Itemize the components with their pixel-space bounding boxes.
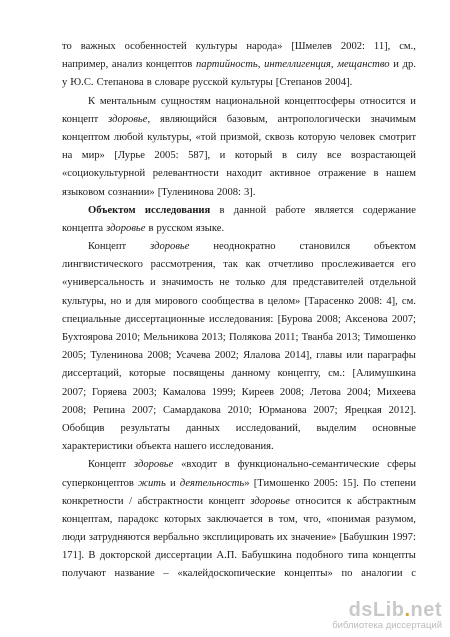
word: становился	[299, 241, 351, 253]
word: Бухтоярова	[62, 332, 113, 343]
word: значение»	[290, 532, 337, 544]
word: докторской	[99, 550, 151, 562]
word: нашего	[174, 441, 207, 453]
word: в	[146, 77, 152, 89]
word: название	[114, 568, 155, 580]
word: Киреев	[241, 386, 275, 398]
text-line	[62, 456, 416, 474]
text-line	[62, 565, 416, 583]
word: ментальным	[99, 95, 157, 107]
word: 2008;	[279, 386, 305, 398]
word: здоровье	[250, 495, 290, 507]
word: характеристики	[62, 441, 133, 453]
word: концепты	[372, 550, 416, 562]
word: 2007;	[62, 386, 87, 398]
word: Полякова	[228, 332, 272, 343]
word: здоровье	[150, 241, 190, 253]
word: к	[346, 495, 352, 507]
word: Аксенова	[345, 313, 388, 325]
watermark-logo-suffix: net	[410, 599, 442, 621]
word: К	[88, 95, 96, 107]
word: А.П.	[216, 550, 238, 562]
word: особенностей	[124, 41, 187, 52]
word: Степанова	[96, 77, 144, 89]
word: суперконцептов	[62, 477, 134, 489]
word: 2011;	[274, 332, 299, 343]
word: исследований,	[235, 422, 301, 434]
word: здоровье	[106, 222, 146, 234]
word: объектом	[374, 241, 416, 253]
word: основные	[372, 422, 416, 434]
word: аналогии	[361, 568, 403, 580]
word: /	[129, 495, 133, 507]
word: 2012].	[388, 404, 416, 416]
word: на	[62, 150, 73, 162]
word: языковом	[62, 186, 105, 198]
word: его	[401, 259, 416, 271]
word: вербально	[153, 532, 200, 544]
word: и	[410, 95, 416, 107]
word: призмой,	[220, 131, 262, 143]
word: любой	[113, 131, 144, 143]
word: прослеживается	[321, 259, 395, 271]
text-line	[62, 329, 416, 347]
word: силу	[296, 150, 318, 162]
word: для	[271, 277, 287, 289]
word: главы	[316, 350, 343, 362]
word: выделим	[316, 422, 357, 434]
word: антропологически	[277, 113, 361, 125]
word: как	[245, 259, 261, 271]
text-line	[62, 365, 416, 383]
word: мещанство	[337, 59, 390, 71]
word: 2003;	[132, 386, 157, 398]
word: 2008:	[358, 295, 383, 307]
word: 2008;	[147, 350, 172, 362]
watermark-logo	[332, 600, 442, 620]
text-line	[62, 238, 416, 256]
word: что,	[303, 513, 321, 525]
word: здоровье,	[108, 113, 151, 125]
word: 2002;	[214, 350, 239, 362]
word: нашем	[386, 168, 416, 180]
word: является	[314, 204, 354, 216]
word: По	[363, 477, 377, 489]
word: Михеева	[376, 386, 416, 398]
word: концепту,	[277, 368, 321, 380]
word: концепта	[62, 222, 104, 234]
word: исследования:	[209, 313, 274, 325]
word: 2007;	[313, 404, 338, 416]
word: Туленинова	[90, 350, 143, 362]
word: получают	[62, 568, 106, 580]
word: у	[62, 77, 68, 89]
watermark-logo-prefix: dsLib	[348, 599, 405, 621]
text-line	[62, 147, 416, 165]
word: 15].	[342, 477, 359, 489]
text-line	[62, 184, 416, 202]
word: 2010;	[116, 332, 141, 343]
word: посвящены	[173, 368, 225, 380]
word: и	[169, 477, 176, 489]
word: абстрактным	[357, 495, 416, 507]
word: для	[135, 295, 151, 307]
word: концептосферы	[284, 95, 356, 107]
word: степени	[380, 477, 416, 489]
text-line	[62, 347, 416, 365]
text-line	[62, 493, 416, 511]
word: которые	[128, 368, 166, 380]
word: В	[88, 550, 96, 562]
word: жить	[138, 477, 166, 489]
text-line	[62, 56, 416, 74]
word: отчетливо	[268, 259, 314, 271]
word: в	[258, 295, 264, 307]
text-line	[62, 38, 416, 56]
word: «понимая	[326, 513, 371, 525]
text-line	[62, 420, 416, 438]
word: 1999;	[211, 386, 236, 398]
word: неоднократно	[213, 241, 276, 253]
word: русском	[156, 222, 193, 234]
text-line	[62, 293, 416, 311]
word: 3].	[244, 186, 256, 198]
word: в	[373, 168, 379, 180]
word: см.:	[328, 368, 346, 380]
word: и	[219, 150, 226, 162]
word: [Бурова	[277, 313, 313, 325]
word: парадокс	[117, 513, 159, 525]
word: являющийся	[159, 113, 217, 125]
word: народа»	[246, 41, 283, 52]
text-line	[62, 529, 416, 547]
word: 2010;	[227, 404, 252, 416]
dslib-watermark	[332, 600, 442, 631]
word: культуры,	[147, 131, 192, 143]
word: специальные	[62, 313, 121, 325]
word: Горяева	[91, 386, 127, 398]
word: объекта	[135, 441, 172, 453]
word: эксплицировать	[202, 532, 274, 544]
word: [Тарасенко	[304, 295, 354, 307]
word: работе	[275, 204, 306, 216]
word: или	[346, 350, 363, 362]
word: разумом,	[375, 513, 416, 525]
word: так	[223, 259, 238, 271]
word: исследования	[144, 204, 211, 216]
word: национальной	[215, 95, 280, 107]
word: Концепт	[88, 459, 127, 471]
word: в	[224, 459, 230, 471]
watermark-logo-dot: .	[404, 599, 411, 621]
word: Летова	[309, 386, 342, 398]
word: рассмотрения,	[150, 259, 216, 271]
text-line	[62, 274, 416, 292]
word: относится	[295, 495, 342, 507]
word: русской	[192, 77, 229, 89]
word: базовым,	[226, 113, 268, 125]
word: с	[411, 568, 416, 580]
word: концепт	[62, 113, 99, 125]
word: возрастающей	[350, 150, 416, 162]
word: только	[235, 277, 266, 289]
word: например,	[62, 59, 109, 71]
word: отражение	[318, 168, 366, 180]
word: данных	[185, 422, 220, 434]
word: значимость	[161, 277, 214, 289]
word: 2007;	[391, 313, 416, 325]
word: «социокультурной	[62, 168, 146, 180]
word: культуры,	[62, 295, 107, 307]
word: по	[341, 568, 353, 580]
word: 2008;	[62, 404, 87, 416]
word: мир»	[81, 150, 105, 162]
word: человек	[339, 131, 376, 143]
word: заключается	[206, 513, 263, 525]
watermark-subtitle: библиотека диссертаций	[332, 620, 442, 631]
word: «универсальность	[62, 277, 145, 289]
word: типа	[347, 550, 369, 562]
word: Усачева	[175, 350, 211, 362]
word: подобного	[296, 550, 344, 562]
text-line	[62, 111, 416, 129]
word: 2013;	[336, 332, 361, 343]
word: в	[281, 150, 287, 162]
text-line	[62, 311, 416, 329]
word: лингвистического	[62, 259, 143, 271]
text-line	[62, 547, 416, 565]
word: находит	[226, 168, 263, 180]
word: концептам,	[62, 513, 113, 525]
word: 2004;	[346, 386, 371, 398]
word: концептов	[145, 59, 193, 71]
word: том,	[278, 513, 298, 525]
text-line	[62, 165, 416, 183]
word: который	[234, 150, 273, 162]
word: культуры	[231, 77, 273, 89]
word: не	[219, 277, 230, 289]
word: см.,	[399, 41, 416, 52]
word: в	[268, 513, 274, 525]
word: релевантности	[152, 168, 219, 180]
word: конкретности	[62, 495, 124, 507]
text-line	[62, 384, 416, 402]
word: данной	[233, 204, 267, 216]
word: то	[62, 41, 72, 52]
word: «той	[195, 131, 217, 143]
word: 2005:	[154, 150, 179, 162]
word: деятельность»	[179, 477, 250, 489]
word: 2008:	[216, 186, 241, 198]
word: интеллигенция,	[264, 59, 334, 71]
word: 4],	[386, 295, 398, 307]
word: 171].	[62, 550, 85, 562]
word: Тванба	[301, 332, 333, 343]
word: диссертаций,	[62, 368, 122, 380]
word: концепты»	[284, 568, 333, 580]
word: активное	[269, 168, 311, 180]
word: [Алимушкина	[352, 368, 416, 380]
word: их	[276, 532, 288, 544]
word: 587],	[188, 150, 211, 162]
text-line	[62, 402, 416, 420]
word: и	[150, 277, 156, 289]
page-body-text	[62, 38, 416, 584]
word: анализ	[111, 59, 143, 71]
text-line	[62, 256, 416, 274]
word: концептом	[62, 131, 110, 143]
word: партийность,	[196, 59, 261, 71]
word: [Степанов	[275, 77, 322, 89]
text-line	[62, 220, 416, 238]
word: 2013;	[201, 332, 226, 343]
word: сущностям	[160, 95, 211, 107]
word: которую	[297, 131, 336, 143]
word: «входит	[181, 459, 217, 471]
word: относится	[359, 95, 406, 107]
word: диссертации	[155, 550, 213, 562]
word: Ялалова	[243, 350, 281, 362]
word: 2002:	[340, 41, 365, 52]
word: Мельникова	[143, 332, 199, 343]
word: [Шмелев	[291, 41, 332, 52]
word: Ю.С.	[70, 77, 94, 89]
word: [Тимошенко	[253, 477, 310, 489]
word: сообщества	[201, 295, 255, 307]
word: данному	[231, 368, 271, 380]
word: Юрманова	[258, 404, 307, 416]
word: люди	[62, 532, 86, 544]
word: Ярецкая	[344, 404, 382, 416]
word: культуры	[195, 41, 238, 52]
word: мирового	[154, 295, 198, 307]
word: представителей	[292, 277, 364, 289]
word: смотрит	[379, 131, 416, 143]
word: результаты	[120, 422, 171, 434]
word: в	[148, 222, 154, 234]
text-line	[62, 129, 416, 147]
text-line	[62, 202, 416, 220]
word: [Бабушкин	[339, 532, 389, 544]
word: 1997:	[391, 532, 416, 544]
word: Бабушкина	[241, 550, 292, 562]
word: Объектом	[88, 204, 136, 216]
text-line	[62, 475, 416, 493]
word: но	[110, 295, 122, 307]
word: концепт	[208, 495, 245, 507]
word: исследования.	[209, 441, 274, 453]
word: др.	[402, 59, 416, 71]
word: в	[219, 204, 225, 216]
word: функционально-семантические	[237, 459, 380, 471]
word: –	[163, 568, 169, 580]
word: Концепт	[88, 241, 127, 253]
word: все	[326, 150, 342, 162]
word: 2004].	[324, 77, 353, 89]
word: затрудняются	[88, 532, 150, 544]
word: словаре	[154, 77, 190, 89]
word: сферы	[387, 459, 416, 471]
word: [Лурье	[114, 150, 145, 162]
word: «калейдоскопические	[177, 568, 276, 580]
word: которых	[164, 513, 202, 525]
word: параграфы	[367, 350, 416, 362]
text-line	[62, 93, 416, 111]
word: Обобщив	[62, 422, 105, 434]
word: целом»	[267, 295, 301, 307]
text-line	[62, 438, 416, 456]
word: важных	[80, 41, 116, 52]
word: сознании»	[107, 186, 155, 198]
word: Камалова	[162, 386, 206, 398]
word: [Туленинова	[157, 186, 214, 198]
word: см.	[401, 295, 416, 307]
word: Тимошенко	[363, 332, 416, 343]
word: Репина	[93, 404, 126, 416]
text-line	[62, 74, 416, 92]
text-line	[62, 511, 416, 529]
word: содержание	[362, 204, 416, 216]
word: сквозь	[265, 131, 295, 143]
word: диссертационные	[125, 313, 205, 325]
word: и	[125, 295, 132, 307]
word: и	[393, 59, 399, 71]
word: отдельной	[369, 277, 416, 289]
word: 2005;	[62, 350, 87, 362]
word: 2007;	[132, 404, 157, 416]
word: 11],	[373, 41, 391, 52]
word: 2005:	[313, 477, 338, 489]
word: Самардакова	[163, 404, 221, 416]
word: 2014],	[284, 350, 312, 362]
word: языке.	[195, 222, 225, 234]
word: здоровье	[133, 459, 174, 471]
word: 2008;	[316, 313, 341, 325]
word: значимым	[370, 113, 416, 125]
word: абстрактности	[137, 495, 204, 507]
